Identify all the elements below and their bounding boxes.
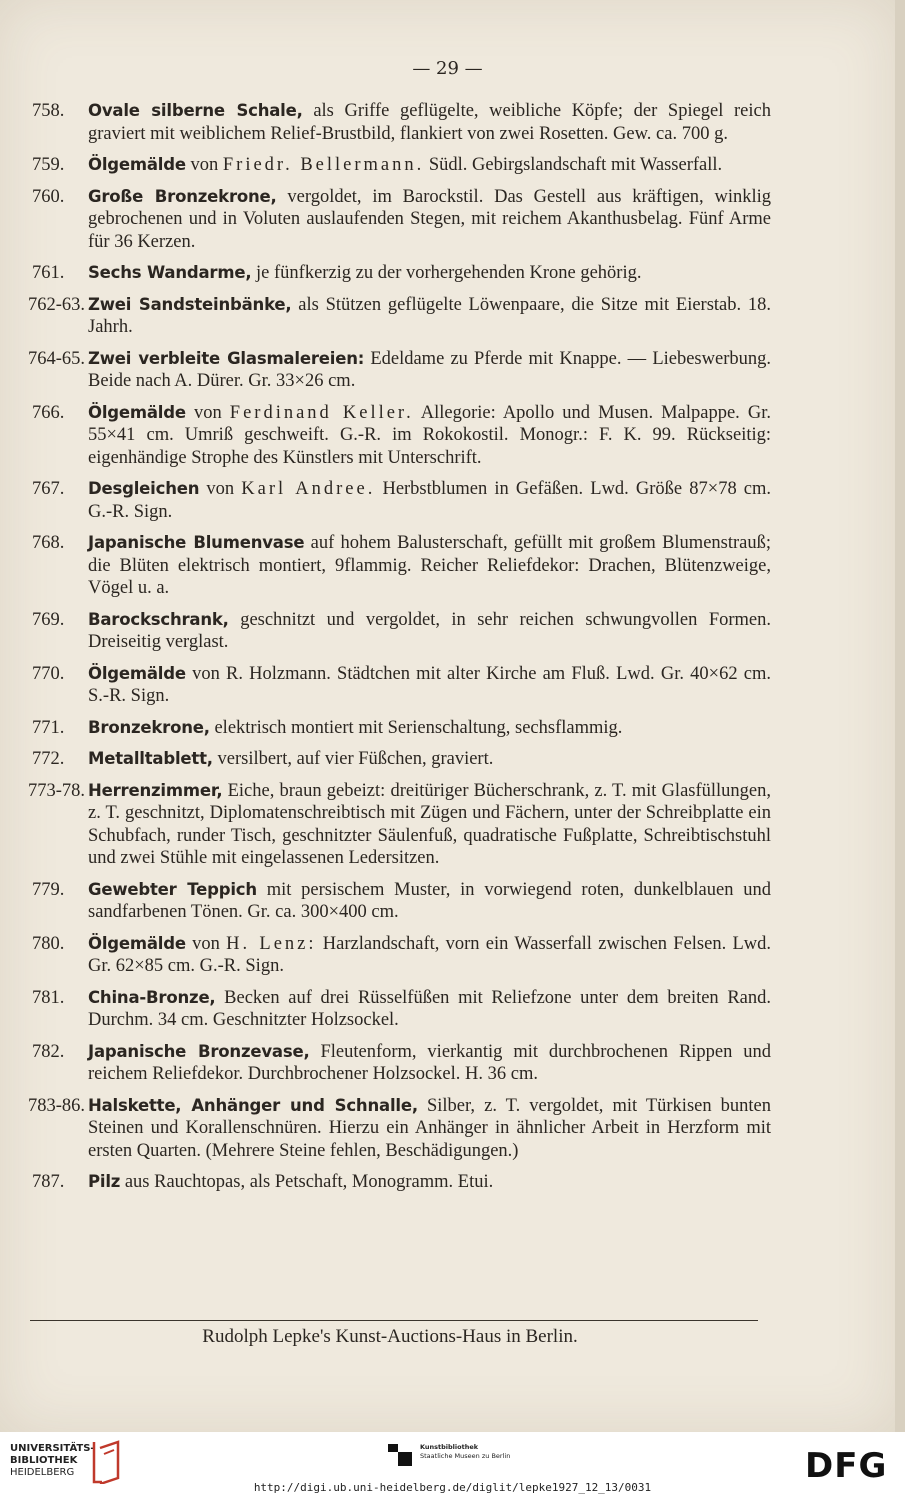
entry-description: je fünfkerzig zu der vorhergehenden Krone gehörig. bbox=[256, 263, 642, 283]
entry-description: geschnitzt und vergoldet, in sehr reichen schwungvollen Formen. Dreiseitig verglast. bbox=[88, 609, 771, 652]
entry-description: aus Rauchtopas, als Petschaft, Monogramm. Etui. bbox=[124, 1172, 494, 1192]
catalog-entry bbox=[26, 478, 771, 523]
entry-artist: Friedr. Bellermann. bbox=[222, 155, 425, 175]
entry-title: Desgleichen bbox=[88, 479, 200, 498]
footer-rule bbox=[30, 1320, 758, 1321]
entry-number: 760. bbox=[32, 186, 65, 207]
entry-number: 779. bbox=[32, 879, 65, 900]
entry-title: Ölgemälde bbox=[88, 933, 186, 953]
catalog-entry bbox=[26, 402, 771, 470]
entry-title: Ovale silberne Schale, bbox=[88, 101, 303, 120]
entry-artist: H. Lenz: bbox=[226, 933, 317, 954]
entry-description: elektrisch montiert mit Serienschaltung, sechsflammig. bbox=[214, 717, 623, 738]
library-name-line3: HEIDELBERG bbox=[10, 1467, 75, 1478]
entry-description: versilbert, auf vier Füßchen, graviert. bbox=[217, 749, 494, 769]
catalog-entry bbox=[26, 609, 771, 654]
entry-title: Zwei Sandsteinbänke, bbox=[88, 294, 292, 314]
entry-number: 769. bbox=[32, 609, 65, 630]
entry-number: 787. bbox=[32, 1172, 65, 1192]
entry-number: 762-63. bbox=[28, 294, 86, 315]
entry-title: Gewebter Teppich bbox=[88, 879, 257, 899]
entry-number: 771. bbox=[32, 717, 65, 738]
entry-description: auf hohem Balusterschaft, gefüllt mit großem Blumenstrauß; die Blüten elektrisch montiert, 9flammig. Reicher Reliefdekor: Drachen, Blütenzweige, Vögel u. a. bbox=[88, 533, 772, 598]
catalog-entry bbox=[26, 186, 771, 254]
page-edge bbox=[895, 0, 905, 1432]
catalog-entry bbox=[26, 348, 771, 393]
entry-number: 759. bbox=[32, 155, 65, 175]
kunstbibliothek-line1: Kunstbibliothek bbox=[420, 1443, 479, 1451]
entry-number: 766. bbox=[32, 402, 65, 423]
entry-number: 761. bbox=[32, 263, 65, 283]
entry-description: Südl. Gebirgslandschaft mit Wasserfall. bbox=[428, 155, 723, 175]
library-name-line2: BIBLIOTHEK bbox=[10, 1455, 78, 1466]
catalog-entry bbox=[26, 532, 771, 600]
entry-artist: Karl Andree. bbox=[241, 479, 376, 499]
entry-artist: R. Holzmann. bbox=[226, 663, 331, 684]
catalog-entry bbox=[26, 154, 771, 177]
entry-title: Ölgemälde bbox=[88, 155, 186, 174]
catalog-entry bbox=[26, 262, 771, 285]
entry-description: vergoldet, im Barockstil. Das Gestell aus kräftigen, winklig gebrochenen und in Voluten auslaufenden Stegen, mit reichem Akanthusbelag. Fünf Arme für 36 Kerzen. bbox=[88, 186, 771, 252]
catalog-entry bbox=[26, 879, 771, 924]
catalog-entry bbox=[26, 1171, 771, 1194]
library-emblem-icon bbox=[88, 1440, 124, 1484]
catalog-entry bbox=[26, 748, 771, 771]
catalog-entry bbox=[26, 717, 771, 740]
entry-title: Barockschrank, bbox=[88, 609, 229, 629]
catalog-entry bbox=[26, 1095, 771, 1163]
entry-number: 767. bbox=[32, 479, 65, 499]
entry-description: Eiche, braun gebeizt: dreitüriger Bücherschrank, z. T. mit Glasfüllungen, z. T. geschnitzt, Diplomatenschreibtisch mit Zügen und Fächern, unter der Schreibplatte ein Schubfach, runder Tisch, geschnitzter Säulenfuß, quadratische Fußplatte, Schreibtischstuhl und zwei Stühle mit eingelassenen Ledersitzen. bbox=[88, 780, 772, 868]
entry-description: Silber, z. T. vergoldet, mit Türkisen bunten Steinen und Korallenschnüren. Hierzu ein Anhänger in ähnlicher Arbeit in Herzform mit ersten Quarten. (Mehrere Steine fehlen, Beschädigungen.) bbox=[88, 1095, 771, 1161]
kunstbibliothek-line2: Staatliche Museen zu Berlin bbox=[420, 1452, 511, 1460]
entry-title: Große Bronzekrone, bbox=[88, 186, 277, 206]
entry-artist: Ferdinand Keller. bbox=[229, 402, 414, 423]
entry-number: 782. bbox=[32, 1041, 65, 1062]
entry-number: 768. bbox=[32, 533, 65, 553]
entry-title: China-Bronze, bbox=[88, 987, 216, 1007]
entry-description: mit persischem Muster, in vorwiegend roten, dunkelblauen und sandfarbenen Tönen. Gr. ca. 300×400 cm. bbox=[88, 879, 771, 922]
catalog-entry bbox=[26, 663, 771, 708]
entry-description: Harzlandschaft, vorn ein Wasserfall zwischen Felsen. Lwd. Gr. 62×85 cm. G.-R. Sign. bbox=[88, 933, 772, 976]
library-name-line1: UNIVERSITÄTS- bbox=[10, 1443, 95, 1454]
entry-number: 781. bbox=[32, 987, 65, 1008]
catalog-entry bbox=[26, 100, 771, 145]
entry-title: Bronzekrone, bbox=[88, 717, 210, 737]
entry-title: Herrenzimmer, bbox=[88, 780, 223, 800]
entry-description: Fleutenform, vierkantig mit durchbrochenen Rippen und reichem Reliefdekor. Durchbrochener Holzsockel. H. 36 cm. bbox=[88, 1041, 772, 1084]
entry-number: 764-65. bbox=[28, 348, 86, 369]
permalink-url[interactable]: http://digi.ub.uni-heidelberg.de/diglit/lepke1927_12_13/0031 bbox=[253, 1481, 652, 1494]
entry-number: 773-78. bbox=[28, 780, 86, 801]
catalog-entry bbox=[26, 933, 771, 978]
catalog-entry bbox=[26, 780, 771, 870]
entry-description: Allegorie: Apollo und Musen. Malpappe. Gr. 55×41 cm. Umriß geschweift. G.-R. im Rokokostil. Monogr.: F. K. 99. Rückseitig: eigenhändige Strophe des Künstlers mit Unterschrift. bbox=[88, 402, 771, 468]
catalog-entries bbox=[26, 100, 771, 1203]
entry-preposition: von bbox=[192, 663, 220, 684]
entry-preposition: von bbox=[206, 479, 235, 499]
entry-description: Edeldame zu Pferde mit Knappe. — Liebeswerbung. Beide nach A. Dürer. Gr. 33×26 cm. bbox=[88, 348, 771, 391]
kunstbibliothek-label[interactable] bbox=[420, 1443, 510, 1461]
entry-preposition: von bbox=[190, 155, 219, 175]
catalog-entry bbox=[26, 294, 771, 339]
university-library-logo[interactable] bbox=[10, 1443, 95, 1479]
entry-description: Herbstblumen in Gefäßen. Lwd. Größe 87×78 cm. G.-R. Sign. bbox=[88, 479, 772, 522]
entry-title: Halskette, Anhänger und Schnalle, bbox=[88, 1095, 418, 1115]
entry-description: Städtchen mit alter Kirche am Fluß. Lwd. Gr. 40×62 cm. S.-R. Sign. bbox=[88, 663, 772, 706]
entry-number: 770. bbox=[32, 663, 65, 684]
entry-description: als Stützen geflügelte Löwenpaare, die Sitze mit Eierstab. 18. Jahrh. bbox=[88, 294, 772, 337]
dfg-logo[interactable]: DFG bbox=[805, 1446, 888, 1486]
entry-title: Metalltablett, bbox=[88, 749, 213, 768]
entry-preposition: von bbox=[193, 402, 222, 423]
auction-house-footer: Rudolph Lepke's Kunst-Auctions-Haus in Berlin. bbox=[202, 1326, 578, 1347]
page-number: — 29 — bbox=[412, 58, 483, 79]
catalog-entry bbox=[26, 1041, 771, 1086]
entry-description: Becken auf drei Rüsselfüßen mit Reliefzone unter dem breiten Rand. Durchm. 34 cm. Geschnitzter Holzsockel. bbox=[88, 987, 772, 1030]
entry-title: Ölgemälde bbox=[88, 663, 186, 683]
entry-number: 780. bbox=[32, 933, 65, 954]
entry-title: Pilz bbox=[88, 1172, 121, 1191]
entry-title: Zwei verbleite Glasmalereien: bbox=[88, 348, 365, 368]
entry-number: 772. bbox=[32, 749, 65, 769]
entry-number: 783-86. bbox=[28, 1095, 86, 1116]
entry-preposition: von bbox=[192, 933, 220, 954]
entry-title: Ölgemälde bbox=[88, 402, 186, 422]
entry-title: Japanische Blumenvase bbox=[88, 533, 305, 552]
entry-description: als Griffe geflügelte, weibliche Köpfe; der Spiegel reich graviert mit weiblichem Relief-Brustbild, flankiert von zwei Rosetten. Gew. ca. 700 g. bbox=[88, 101, 771, 144]
entry-title: Japanische Bronzevase, bbox=[88, 1041, 310, 1061]
entry-number: 758. bbox=[32, 101, 65, 121]
catalog-entry bbox=[26, 987, 771, 1032]
entry-title: Sechs Wandarme, bbox=[88, 263, 252, 282]
kunstbibliothek-logo-icon bbox=[386, 1442, 414, 1468]
